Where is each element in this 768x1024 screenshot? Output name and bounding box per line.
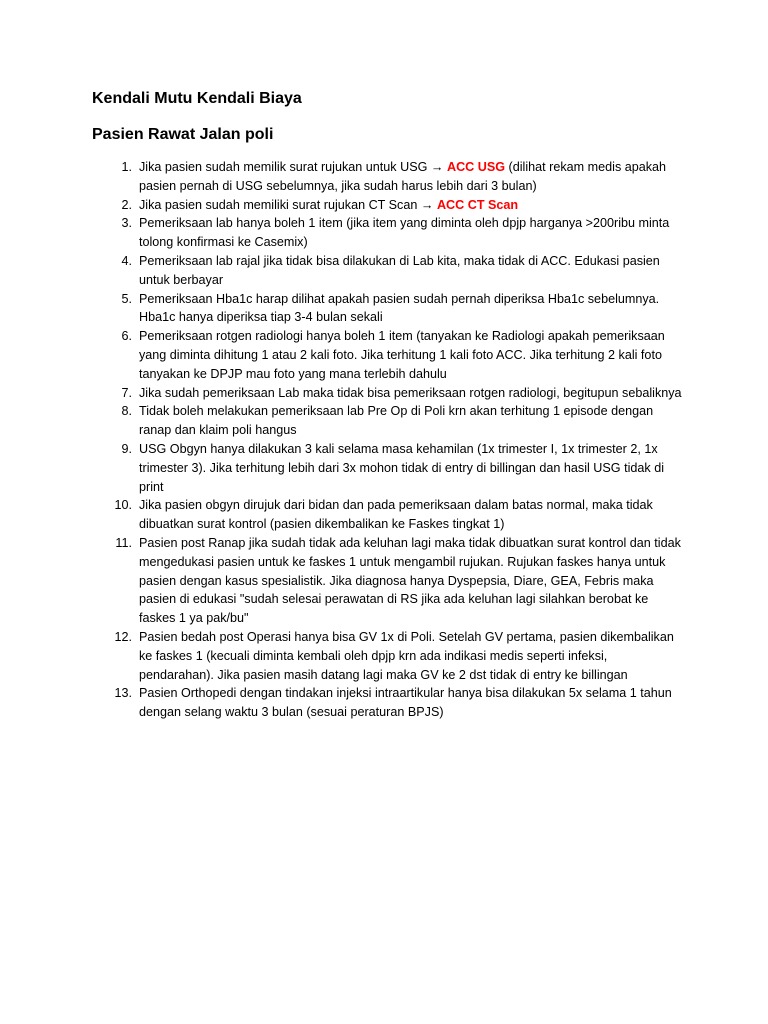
list-item: [92, 158, 682, 196]
list-item: [92, 628, 682, 684]
list-number: 13.: [114, 686, 132, 701]
list-item: [92, 252, 682, 290]
arrow-right-icon: →: [420, 197, 434, 212]
list-item-text: Pemeriksaan lab rajal jika tidak bisa dilakukan di Lab kita, maka tidak di ACC. Edukasi pasien untuk berbayar: [139, 253, 660, 287]
list-item: [92, 402, 682, 440]
list-number: 2.: [121, 197, 132, 212]
list-item-text: Jika sudah pemeriksaan Lab maka tidak bisa pemeriksaan rotgen radiologi, begitupun sebaliknya: [139, 385, 682, 400]
list-number: 1.: [121, 160, 132, 174]
list-item: [92, 534, 682, 628]
list-number: 5.: [121, 291, 132, 306]
list-number: 7.: [121, 385, 132, 400]
list-item-text: Jika pasien sudah memilik surat rujukan untuk USG: [139, 160, 428, 174]
list-item-text: Pasien bedah post Operasi hanya bisa GV 1x di Poli. Setelah GV pertama, pasien dikembalikan ke faskes 1 (kecuali diminta kembali oleh dpjp krn ada indikasi medis seperti infeksi, pendarahan). Jika pasien masih datang lagi maka GV ke 2 dst tidak di entry ke billingan: [139, 629, 674, 682]
list-item: [92, 196, 682, 215]
list-item: [92, 327, 682, 383]
rules-list: [92, 158, 682, 722]
list-number: 10.: [114, 498, 132, 513]
list-item-text: Tidak boleh melakukan pemeriksaan lab Pre Op di Poli krn akan terhitung 1 episode dengan ranap dan klaim poli hangus: [139, 404, 654, 438]
list-number: 11.: [115, 535, 132, 550]
list-item-text: Pasien Orthopedi dengan tindakan injeksi intraartikular hanya bisa dilakukan 5x selama 1 tahun dengan selang waktu 3 bulan (sesuai peraturan BPJS): [139, 686, 672, 720]
list-item-text: Pemeriksaan rotgen radiologi hanya boleh 1 item (tanyakan ke Radiologi apakah pemeriksaan yang diminta dihitung 1 atau 2 kali foto. Jika terhitung 1 kali foto ACC. Jika terhitung 2 kali foto tanyakan ke DPJP mau foto yang mana terlebih dahulu: [139, 329, 665, 381]
list-number: 3.: [121, 216, 132, 231]
document-title: Kendali Mutu Kendali Biaya: [92, 90, 302, 107]
list-item: [92, 290, 682, 328]
list-item: [92, 384, 682, 403]
acc-highlight: ACC CT Scan: [436, 197, 519, 212]
list-item-text: Jika pasien obgyn dirujuk dari bidan dan pada pemeriksaan dalam batas normal, maka tidak dibuatkan surat kontrol (pasien dikembalikan ke Faskes tingkat 1): [139, 498, 653, 532]
list-item: [92, 440, 682, 496]
list-item-text: Jika pasien sudah memiliki surat rujukan CT Scan: [139, 197, 418, 212]
list-number: 8.: [121, 404, 132, 419]
list-item: [92, 496, 682, 534]
acc-highlight: ACC USG: [446, 160, 506, 174]
list-number: 12.: [114, 629, 132, 644]
list-item-text: Pemeriksaan lab hanya boleh 1 item (jika item yang diminta oleh dpjp harganya >200ribu minta tolong konfirmasi ke Casemix): [139, 216, 670, 250]
list-item-text: USG Obgyn hanya dilakukan 3 kali selama masa kehamilan (1x trimester I, 1x trimester 2, 1x trimester 3). Jika terhitung lebih dari 3x mohon tidak di entry di billingan dan hasil USG tidak di print: [139, 441, 665, 494]
list-item-text: Pemeriksaan Hba1c harap dilihat apakah pasien sudah pernah diperiksa Hba1c sebelumnya. Hba1c hanya diperiksa tiap 3-4 bulan sekali: [139, 291, 660, 325]
list-item: [92, 684, 682, 722]
arrow-right-icon: →: [430, 160, 444, 174]
section-subtitle: Pasien Rawat Jalan poli: [92, 126, 274, 143]
list-number: 6.: [121, 329, 132, 344]
list-item: [92, 214, 682, 252]
list-number: 9.: [121, 441, 132, 456]
list-number: 4.: [121, 253, 132, 268]
list-item-text: Pasien post Ranap jika sudah tidak ada keluhan lagi maka tidak dibuatkan surat kontrol dan tidak mengedukasi pasien untuk ke faskes 1 untuk mengambil rujukan. Rujukan faskes hanya untuk pasien dengan kasus spesialistik. Jika diagnosa hanya Dyspepsia, Diare, GEA, Febris maka pasien di edukasi "sudah selesai perawatan di RS jika ada keluhan lagi silahkan berobat ke faskes 1 ya pak/bu": [139, 535, 681, 626]
list-item-text-after: (dilihat rekam medis apakah pasien pernah di USG sebelumnya, jika sudah harus lebih dari 3 bulan): [139, 160, 667, 193]
